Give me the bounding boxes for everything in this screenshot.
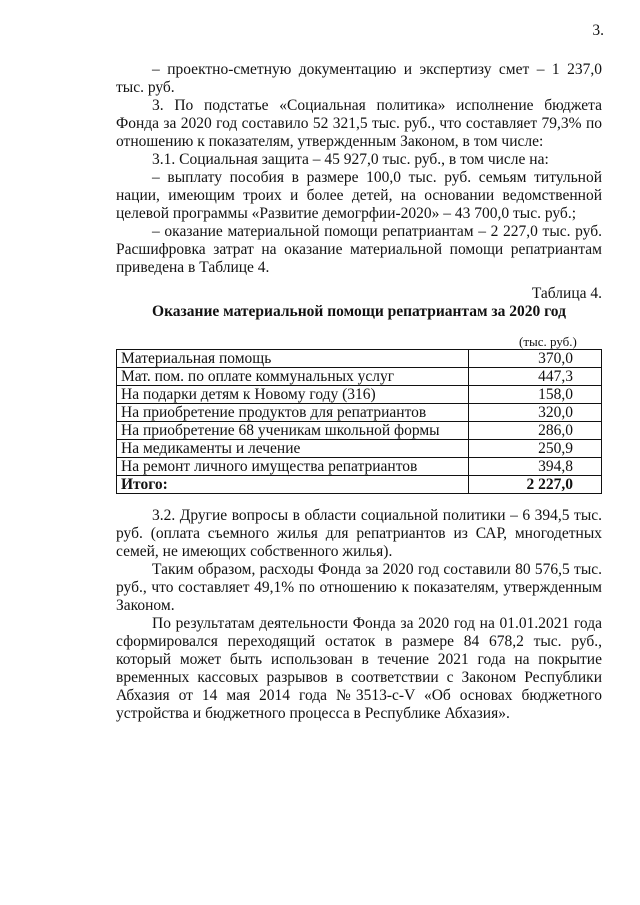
total-value: 2 227,0 [469,476,602,494]
page-number: 3. [592,22,604,39]
row-value: 370,0 [469,350,602,368]
text-section-bottom [116,507,602,723]
table-row [117,458,602,476]
row-label: На медикаменты и лечение [117,440,469,458]
total-label: Итого: [117,476,469,494]
row-value: 447,3 [469,368,602,386]
row-value: 250,9 [469,440,602,458]
paragraph-social-protection: 3.1. Социальная защита – 45 927,0 тыс. руб., в том числе на: [152,151,549,168]
table-title: Оказание материальной помощи репатриантам за 2020 год [152,303,566,320]
aid-table [116,349,602,494]
row-label: На приобретение 68 ученикам школьной формы [117,422,469,440]
table-row [117,422,602,440]
table-row [117,368,602,386]
row-value: 158,0 [469,386,602,404]
table-caption: Таблица 4. [531,285,602,302]
paragraph-total-expenses: Таким образом, расходы Фонда за 2020 год составили 80 576,5 тыс. руб., что составляет 49,1% по отношению к показателям, утвержденным Законом. [116,561,602,614]
table-row [117,386,602,404]
row-label: Мат. пом. по оплате коммунальных услуг [117,368,469,386]
row-label: На ремонт личного имущества репатриантов [117,458,469,476]
paragraph-benefit-payment: – выплату пособия в размере 100,0 тыс. руб. семьям титульной нации, имеющим троих и более детей, на основании ведомственной целевой программы «Развитие демогрфии-2020» – 43 700,0 тыс. руб.; [116,169,602,222]
paragraph-other-social: 3.2. Другие вопросы в области социальной политики – 6 394,5 тыс. руб. (оплата съемного жилья для репатриантов из САР, многодетных семей, не имеющих собственного жилья). [116,507,602,560]
row-label: На приобретение продуктов для репатриантов [117,404,469,422]
table-row [117,404,602,422]
paragraph-carryover-balance: По результатам деятельности Фонда за 2020 год на 01.01.2021 года сформировался переходящий остаток в размере 84 678,2 тыс. руб., который может быть использован в течение 2021 года на покрытие временных кассовых разрывов в соответствии с Законом Республики Абхазия от 14 мая 2014 года №3513-с-V «Об основах бюджетного устройства и бюджетного процесса в Республике Абхазия». [116,615,602,722]
table-total-row [117,476,602,494]
paragraph-design-docs: – проектно-сметную документацию и экспертизу смет – 1 237,0 тыс. руб. [116,61,602,96]
table-unit: (тыс. руб.) [519,334,577,349]
paragraph-social-policy: 3. По подстатье «Социальная политика» исполнение бюджета Фонда за 2020 год составило 52 321,5 тыс. руб., что составляет 79,3% по отношению к показателям, утвержденным Законом, в том числе: [116,97,602,150]
row-value: 394,8 [469,458,602,476]
row-value: 286,0 [469,422,602,440]
row-label: Материальная помощь [117,350,469,368]
table-row [117,350,602,368]
row-value: 320,0 [469,404,602,422]
table-row [117,440,602,458]
paragraph-repatriant-aid: – оказание материальной помощи репатриантам – 2 227,0 тыс. руб. Расшифровка затрат на оказание материальной помощи репатриантам приведена в Таблице 4. [116,223,602,276]
text-section-top [116,61,602,277]
row-label: На подарки детям к Новому году (316) [117,386,469,404]
